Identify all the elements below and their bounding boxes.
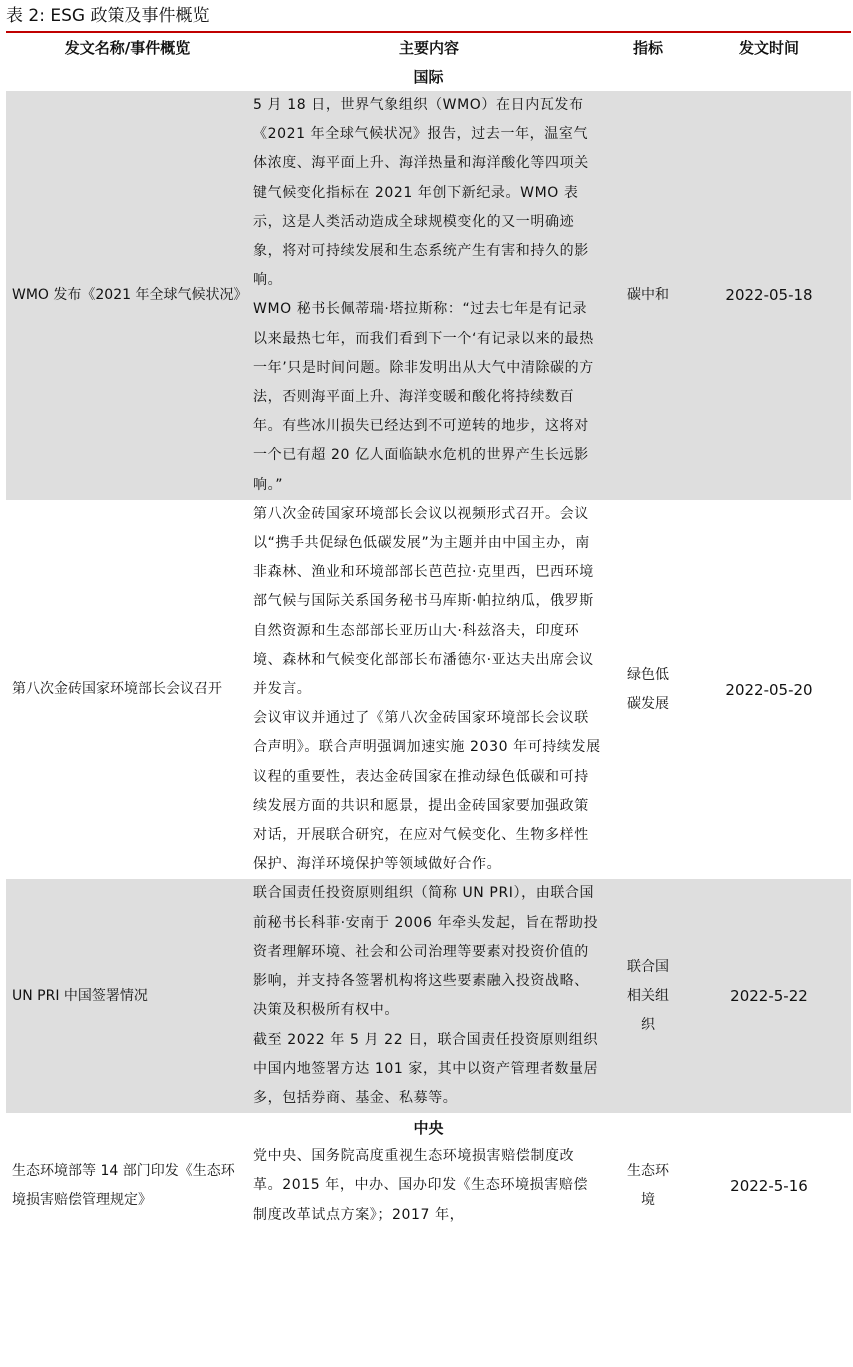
- event-indicator: 生态环境: [627, 1162, 669, 1208]
- event-date: 2022-05-20: [725, 680, 813, 699]
- event-content: [249, 500, 609, 880]
- event-name: 第八次金砖国家环境部长会议召开: [12, 681, 222, 698]
- content-paragraph: 截至 2022 年 5 月 22 日，联合国责任投资原则组织中国内地签署方达 101 家，其中以资产管理者数量居多，包括券商、基金、私募等。: [253, 1031, 599, 1106]
- event-content: [249, 91, 609, 500]
- header-content: 主要内容: [398, 39, 459, 57]
- header-name: 发文名称/事件概览: [64, 39, 191, 57]
- section-label-international: 国际: [413, 68, 444, 86]
- event-date: 2022-5-22: [687, 879, 851, 1113]
- event-name: 生态环境部等 14 部门印发《生态环境损害赔偿管理规定》: [12, 1162, 235, 1208]
- content-paragraph: 第八次金砖国家环境部长会议以视频形式召开。会议以“携手共促绿色低碳发展”为主题并由中国主办，南非森林、渔业和环境部部长芭芭拉·克里西，巴西环境部气候与国际关系国务秘书马库斯·帕拉纳瓜，俄罗斯自然资源和生态部部长亚历山大·科兹洛夫，印度环境、森林和气候变化部部长布潘德尔·亚达夫出席会议并发言。: [253, 505, 594, 698]
- event-date: 2022-5-16: [730, 1176, 808, 1195]
- section-label-central: 中央: [413, 1119, 444, 1138]
- header-indicator: 指标: [632, 39, 663, 57]
- table-title: 表 2: ESG 政策及事件概览: [6, 6, 210, 26]
- content-paragraph: 5 月 18 日，世界气象组织（WMO）在日内瓦发布《2021 年全球气候状况》报告，过去一年，温室气体浓度、海平面上升、海洋热量和海洋酸化等四项关键气候变化指标在 2021 年创下新纪录。WMO 表示，这是人类活动造成全球规模变化的又一明确迹象，将对可持续发展和生态系统产生有害和持久的影响。: [253, 97, 589, 289]
- event-name: WMO 发布《2021 年全球气候状况》: [6, 91, 249, 500]
- table-row: [6, 500, 851, 880]
- event-content: [249, 879, 609, 1113]
- content-paragraph: WMO 秘书长佩蒂瑞·塔拉斯称：“过去七年是有记录以来最热七年，而我们看到下一个‘有记录以来的最热一年’只是时间问题。除非发明出从大气中清除碳的方法，否则海平面上升、海洋变暖和酸化将持续数百年。有些冰川损失已经达到不可逆转的地步，这将对一个已有超 20 亿人面临缺水危机的世界产生长远影响。”: [253, 301, 594, 493]
- section-row-international: [6, 62, 851, 91]
- event-indicator: 联合国相关组织: [609, 879, 687, 1113]
- event-indicator: 碳中和: [609, 91, 687, 500]
- header-date: 发文时间: [738, 39, 799, 57]
- event-name: UN PRI 中国签署情况: [6, 879, 249, 1113]
- content-paragraph: 联合国责任投资原则组织（简称 UN PRI），由联合国前秘书长科菲·安南于 2006 年牵头发起，旨在帮助投资者理解环境、社会和公司治理等要素对投资价值的影响，并支持各签署机构将这些要素融入投资战略、决策及积极所有权中。: [253, 885, 599, 1019]
- content-paragraph: 党中央、国务院高度重视生态环境损害赔偿制度改革。2015 年，中办、国办印发《生态环境损害赔偿制度改革试点方案》；2017 年，: [253, 1148, 589, 1223]
- table-row: [6, 91, 851, 500]
- event-date: 2022-05-18: [687, 91, 851, 500]
- event-content: [249, 1142, 609, 1230]
- table-row: [6, 1142, 851, 1230]
- section-row-central: [6, 1113, 851, 1142]
- content-paragraph: 会议审议并通过了《第八次金砖国家环境部长会议联合声明》。联合声明强调加速实施 2030 年可持续发展议程的重要性，表达金砖国家在推动绿色低碳和可持续发展方面的共识和愿景，提出金砖国家要加强政策对话，开展联合研究，在应对气候变化、生物多样性保护、海洋环境保护等领域做好合作。: [253, 710, 601, 873]
- esg-policy-table: [6, 33, 851, 1230]
- event-indicator: 绿色低碳发展: [627, 666, 669, 712]
- table-header-row: [6, 33, 851, 62]
- table-row: [6, 879, 851, 1113]
